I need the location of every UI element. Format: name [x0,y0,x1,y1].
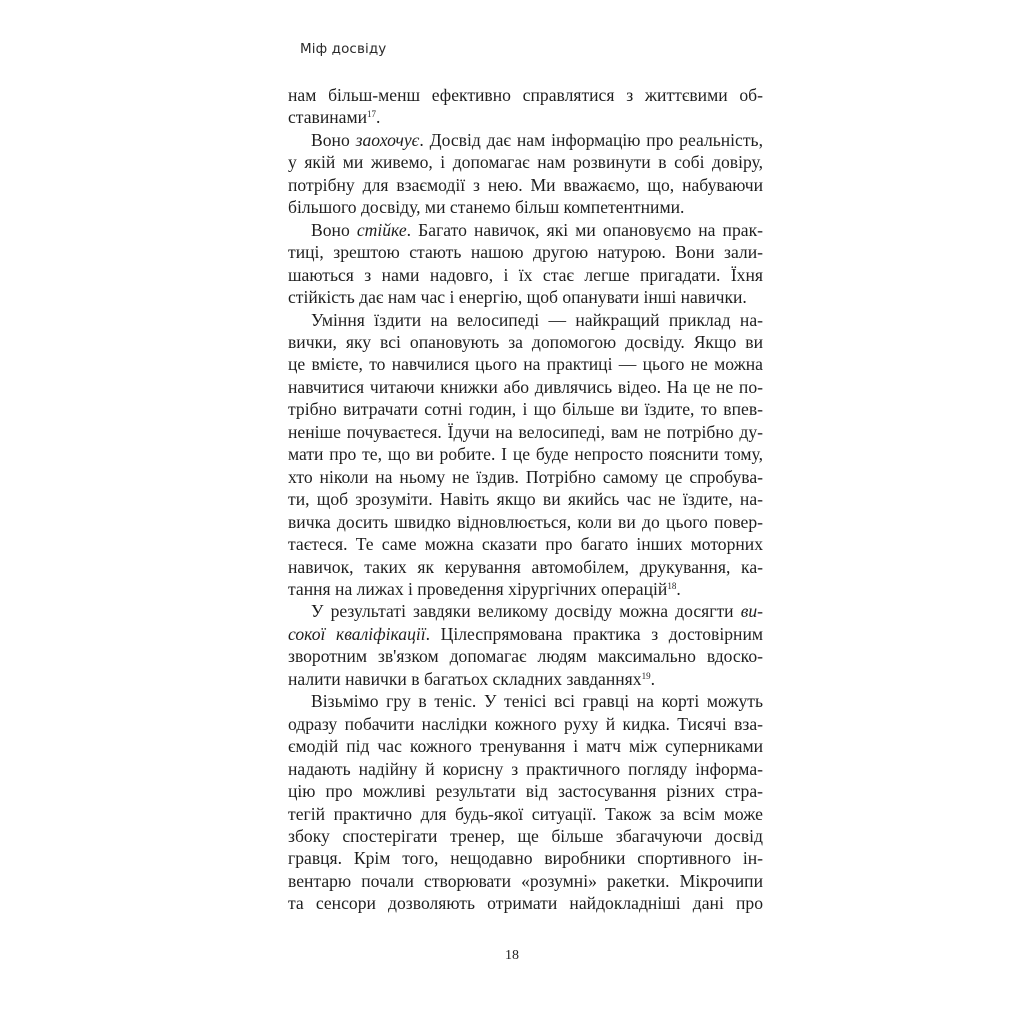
text-line: гравця. Крім того, нещодавно виробники спортивного ін- [288,848,763,869]
footnote-ref: 17 [367,109,377,120]
text-line: Візьмімо гру в теніс. У тенісі всі гравці на корті можуть [311,691,763,712]
text-line: сокої кваліфікації. Цілеспрямована практика з достовірним [288,623,763,644]
emphasis: ви- [740,601,763,622]
text-line: трібно витрачати сотні годин, і що більше ви їздите, то впев- [288,399,763,420]
text-line: це вмієте, то навчилися цього на практиці — цього не можна [288,354,763,375]
text-line: Уміння їздити на велосипеді — найкращий приклад на- [311,309,763,330]
text-line: вички, яку всі опановують за допомогою досвіду. Якщо ви [288,331,763,352]
text-line: хто ніколи на ньому не їздив. Потрібно самому це спробува- [288,466,763,487]
text-line: У результаті завдяки великому досвіду можна досягти ви- [311,601,763,622]
text-line: надають надійну й корисну з практичного погляду інформа- [288,758,763,779]
text-line: вичка досить швидко відновлюється, коли ви до цього повер- [288,511,763,532]
text-line: потрібну для взаємодії з нею. Ми вважаємо, що, набуваючи [288,174,763,195]
text-line: таєтеся. Те саме можна сказати про багато інших моторних [288,534,763,555]
emphasis: стійке [356,219,407,240]
text-line: навчитися читаючи книжки або дивлячись відео. На це не по- [288,376,763,397]
text-line: тегій практично для будь-якої ситуації. Також за всім може [288,803,763,824]
text-line: нам більш-менш ефективно справлятися з життєвими об- [288,85,763,105]
text-line: та сенсори дозволяють отримати найдокладніші дані про [288,893,763,914]
text-line: ти, щоб зрозуміти. Навіть якщо ви якийсь час не їздите, на- [288,489,763,510]
text-line: у якій ми живемо, і допомагає нам розвинути в собі довіру, [288,152,763,173]
text-line: мати про те, що ви робите. І це буде непросто пояснити тому, [288,444,763,465]
text-line: навичок, таких як керування автомобілем, друкування, ка- [288,556,763,577]
footnote-ref: 19 [641,670,651,681]
paragraph [288,129,763,219]
text-line: стійкість дає нам час і енергію, щоб опанувати інші навички. [288,287,747,308]
emphasis: заохочує [355,129,420,150]
paragraph [288,690,763,915]
paragraph [288,309,763,601]
text-line: Воно заохочує. Досвід дає нам інформацію про реальність, [311,129,763,150]
text-line: шаються з нами надовго, і їх стає легше пригадати. Їхня [288,264,763,285]
paragraph [288,600,763,690]
text-line: Воно стійке. Багато навичок, які ми опановуємо на прак- [311,219,763,240]
running-head: Міф досвіду [300,41,387,57]
text-line: тання на лижах і проведення хірургічних операцій$^{18}$. [288,578,681,599]
text-line: тиці, зрештою стають нашою другою натурою. Вони зали- [288,242,763,263]
text-line: налити навички в багатьох складних завданнях$^{19}$. [288,668,655,689]
body-text [288,84,763,915]
footnote-ref: 18 [667,580,677,591]
text-line: вентарю почали створювати «розумні» ракетки. Мікрочипи [288,870,763,891]
text-line: більшого досвіду, ми станемо більш компетентними. [288,197,685,218]
text-line: ставинами$^{17}$. [288,107,381,128]
text-line: ємодій під час кожного тренування і матч між суперниками [288,736,763,757]
text-line: збоку спостерігати тренер, ще більше збагачуючи досвід [288,825,763,846]
text-line: одразу побачити наслідки кожного руху й кидка. Тисячі вза- [288,713,763,734]
emphasis: сокої кваліфікації [288,623,426,644]
page-number: 18 [505,948,519,963]
text-line: цію про можливі результати від застосування різних стра- [288,781,763,802]
paragraph [288,219,763,309]
text-line: зворотним зв'язком допомагає людям максимально вдоско- [288,646,763,667]
paragraph [288,84,763,129]
text-line: неніше почуваєтеся. Їдучи на велосипеді, вам не потрібно ду- [288,421,763,442]
